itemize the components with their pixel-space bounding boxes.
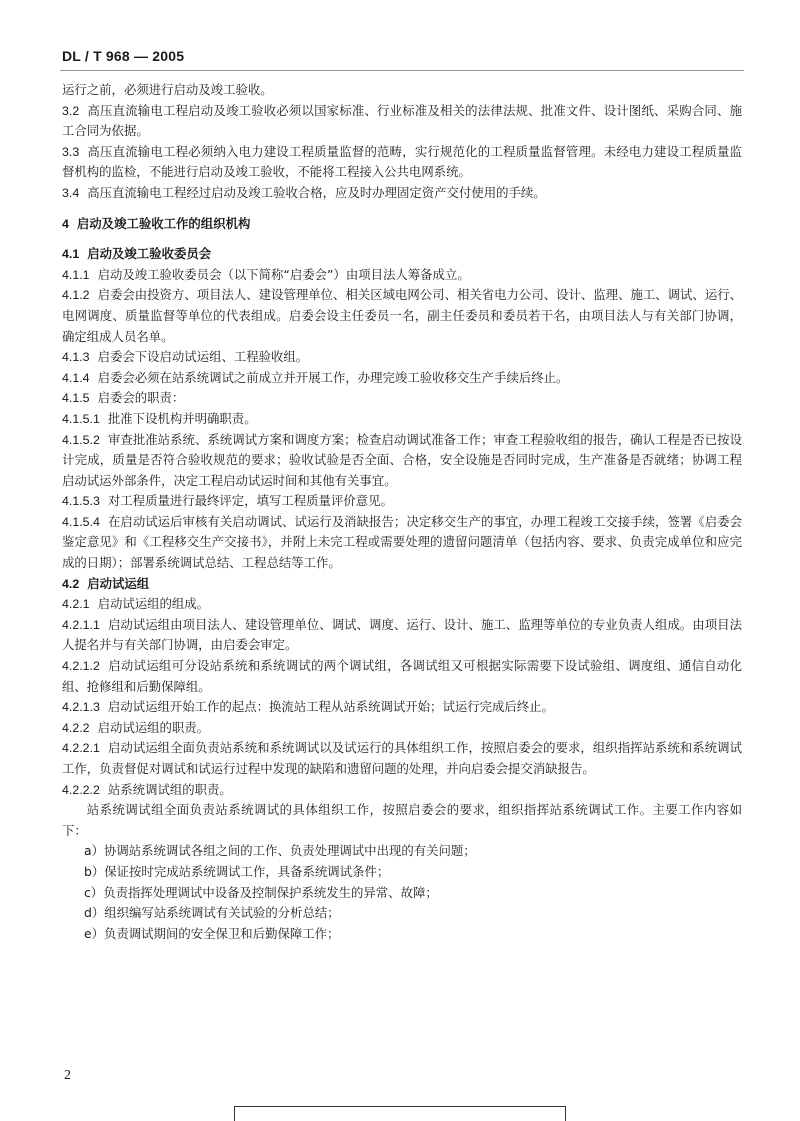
clause-paragraph bbox=[62, 183, 742, 204]
clause-paragraph bbox=[62, 409, 742, 430]
clause-number: 4.2.1.3 bbox=[62, 700, 100, 715]
header-rule bbox=[60, 70, 744, 71]
clause-number: 4.2 bbox=[62, 576, 80, 591]
clause-number: 4 bbox=[62, 216, 69, 231]
clause-paragraph bbox=[62, 101, 742, 142]
section-heading bbox=[62, 244, 742, 265]
document-body bbox=[62, 80, 742, 944]
clause-paragraph bbox=[62, 780, 742, 801]
clause-paragraph bbox=[62, 368, 742, 389]
clause-paragraph bbox=[62, 265, 742, 286]
clause-paragraph bbox=[62, 142, 742, 183]
clause-text: a）协调站系统调试各组之间的工作、负责处理调试中出现的有关问题； bbox=[84, 843, 476, 859]
clause-text: b）保证按时完成站系统调试工作，具备系统调试条件； bbox=[84, 863, 390, 879]
clause-paragraph bbox=[62, 80, 742, 101]
clause-paragraph bbox=[62, 491, 742, 512]
section-heading bbox=[62, 574, 742, 595]
clause-paragraph bbox=[62, 388, 742, 409]
clause-text: 批准下设机构并明确职责。 bbox=[107, 410, 257, 426]
paragraph-gap bbox=[62, 234, 742, 244]
clause-text: 启动及竣工验收工作的组织机构 bbox=[76, 215, 251, 231]
clause-text: 启动试运组的组成。 bbox=[97, 596, 210, 612]
clause-text: 启动试运组 bbox=[87, 575, 150, 591]
clause-text: e）负责调试期间的安全保卫和后勤保障工作； bbox=[84, 925, 340, 941]
page-number: 2 bbox=[64, 1068, 71, 1083]
clause-text: 启动及竣工验收委员会 bbox=[87, 246, 212, 262]
clause-text: 启动试运组开始工作的起点：换流站工程从站系统调试开始；试运行完成后终止。 bbox=[107, 699, 554, 715]
clause-paragraph bbox=[62, 656, 742, 697]
clause-text: d）组织编写站系统调试有关试验的分析总结； bbox=[84, 905, 340, 921]
clause-paragraph bbox=[62, 347, 742, 368]
section-heading bbox=[62, 214, 742, 235]
clause-text: 启动试运组可分设站系统和系统调试的两个调试组，各调试组又可根据实际需要下设试验组、调度组、通信自动化组、抢修组和后勤保障组。 bbox=[62, 658, 742, 694]
clause-number: 4.2.1 bbox=[62, 597, 90, 612]
clause-text: 在启动试运后审核有关启动调试、试运行及消缺报告；决定移交生产的事宜，办理工程竣工交接手续，签署《启委会鉴定意见》和《工程移交生产交接书》，并附上未完工程或需要处理的遗留问题清单（包括内容、要求、负责完成单位和应完成的日期）；部署系统调试总结、工程总结等工作。 bbox=[62, 513, 742, 571]
clause-text: 高压直流输电工程必须纳入电力建设工程质量监督的范畴，实行规范化的工程质量监督管理。未经电力建设工程质量监督机构的监检，不能进行启动及竣工验收，不能将工程接入公共电网系统。 bbox=[62, 143, 742, 180]
clause-text: 站系统调试组全面负责站系统调试的具体组织工作，按照启委会的要求，组织指挥站系统调试工作。主要工作内容如下： bbox=[62, 802, 742, 838]
clause-number: 4.2.2.1 bbox=[62, 741, 100, 756]
clause-number: 4.1.1 bbox=[62, 267, 90, 282]
clause-text: 高压直流输电工程经过启动及竣工验收合格，应及时办理固定资产交付使用的手续。 bbox=[87, 184, 546, 200]
clause-number: 4.1.3 bbox=[62, 350, 90, 365]
clause-paragraph bbox=[62, 738, 742, 779]
clause-text: 启动试运组全面负责站系统和系统调试以及试运行的具体组织工作，按照启委会的要求，组织指挥站系统和系统调试工作，负责督促对调试和试运行过程中发现的缺陷和遗留问题的处理，并向启委会提交消缺报告。 bbox=[62, 740, 742, 776]
clause-number: 4.2.1.2 bbox=[62, 659, 100, 674]
clause-text: 启动试运组由项目法人、建设管理单位、调试、调度、运行、设计、施工、监理等单位的专业负责人组成。由项目法人提名并与有关部门协调，由启委会审定。 bbox=[62, 616, 742, 653]
list-item bbox=[62, 924, 742, 945]
clause-number: 3.4 bbox=[62, 185, 80, 200]
clause-number: 4.2.2.2 bbox=[62, 782, 100, 797]
clause-text: c）负责指挥处理调试中设备及控制保护系统发生的异常、故障； bbox=[84, 884, 438, 900]
clause-text: 启委会必须在站系统调试之前成立并开展工作，办理完竣工验收移交生产手续后终止。 bbox=[97, 369, 569, 385]
clause-number: 4.1.5.2 bbox=[62, 432, 100, 447]
clause-number: 4.1.4 bbox=[62, 370, 90, 385]
clause-paragraph bbox=[62, 615, 742, 656]
clause-paragraph bbox=[62, 697, 742, 718]
clause-number: 4.2.1.1 bbox=[62, 617, 100, 632]
clause-number: 4.1.5.1 bbox=[62, 411, 100, 426]
clause-paragraph bbox=[62, 718, 742, 739]
paragraph-gap bbox=[62, 204, 742, 214]
clause-text: 运行之前，必须进行启动及竣工验收。 bbox=[62, 82, 273, 97]
clause-paragraph bbox=[62, 512, 742, 574]
list-item bbox=[62, 841, 742, 862]
standard-code: DL / T 968 — 2005 bbox=[62, 48, 185, 64]
clause-text: 启动及竣工验收委员会（以下简称“启委会”）由项目法人筹备成立。 bbox=[97, 266, 470, 282]
clause-number: 4.1.5.3 bbox=[62, 494, 100, 509]
clause-number: 4.1 bbox=[62, 247, 80, 262]
clause-text: 站系统调试组的职责。 bbox=[107, 781, 232, 797]
clause-number: 4.1.5 bbox=[62, 391, 90, 406]
clause-text: 启委会的职责： bbox=[97, 390, 185, 406]
list-item bbox=[62, 862, 742, 883]
list-item bbox=[62, 903, 742, 924]
list-item bbox=[62, 883, 742, 904]
clause-text: 高压直流输电工程启动及竣工验收必须以国家标准、行业标准及相关的法律法规、批准文件、设计图纸、采购合同、施工合同为依据。 bbox=[62, 102, 742, 139]
clause-paragraph bbox=[62, 800, 742, 841]
clause-text: 启委会由投资方、项目法人、建设管理单位、相关区域电网公司、相关省电力公司、设计、监理、施工、调试、运行、电网调度、质量监督等单位的代表组成。启委会设主任委员一名，副主任委员和委员若干名，由项目法人与有关部门协调，确定组成人员名单。 bbox=[62, 287, 742, 344]
clause-text: 启动试运组的职责。 bbox=[97, 719, 210, 735]
clause-number: 4.1.2 bbox=[62, 288, 90, 303]
clause-number: 3.2 bbox=[62, 103, 80, 118]
clause-paragraph bbox=[62, 430, 742, 492]
clause-text: 对工程质量进行最终评定，填写工程质量评价意见。 bbox=[107, 493, 393, 509]
clause-paragraph bbox=[62, 285, 742, 347]
clause-text: 审查批准站系统、系统调试方案和调度方案；检查启动调试准备工作；审查工程验收组的报告，确认工程是否已按设计完成，质量是否符合验收规范的要求；验收试验是否全面、合格，安全设施是否同时完成，生产准备是否就绪；协调工程启动试运外部条件，决定工程启动试运时间和其他有关事宜。 bbox=[62, 431, 742, 488]
clause-paragraph bbox=[62, 594, 742, 615]
clause-text: 启委会下设启动试运组、工程验收组。 bbox=[97, 349, 309, 365]
clause-number: 4.2.2 bbox=[62, 720, 90, 735]
footer-box bbox=[234, 1106, 566, 1121]
clause-number: 4.1.5.4 bbox=[62, 514, 100, 529]
clause-number: 3.3 bbox=[62, 144, 80, 159]
